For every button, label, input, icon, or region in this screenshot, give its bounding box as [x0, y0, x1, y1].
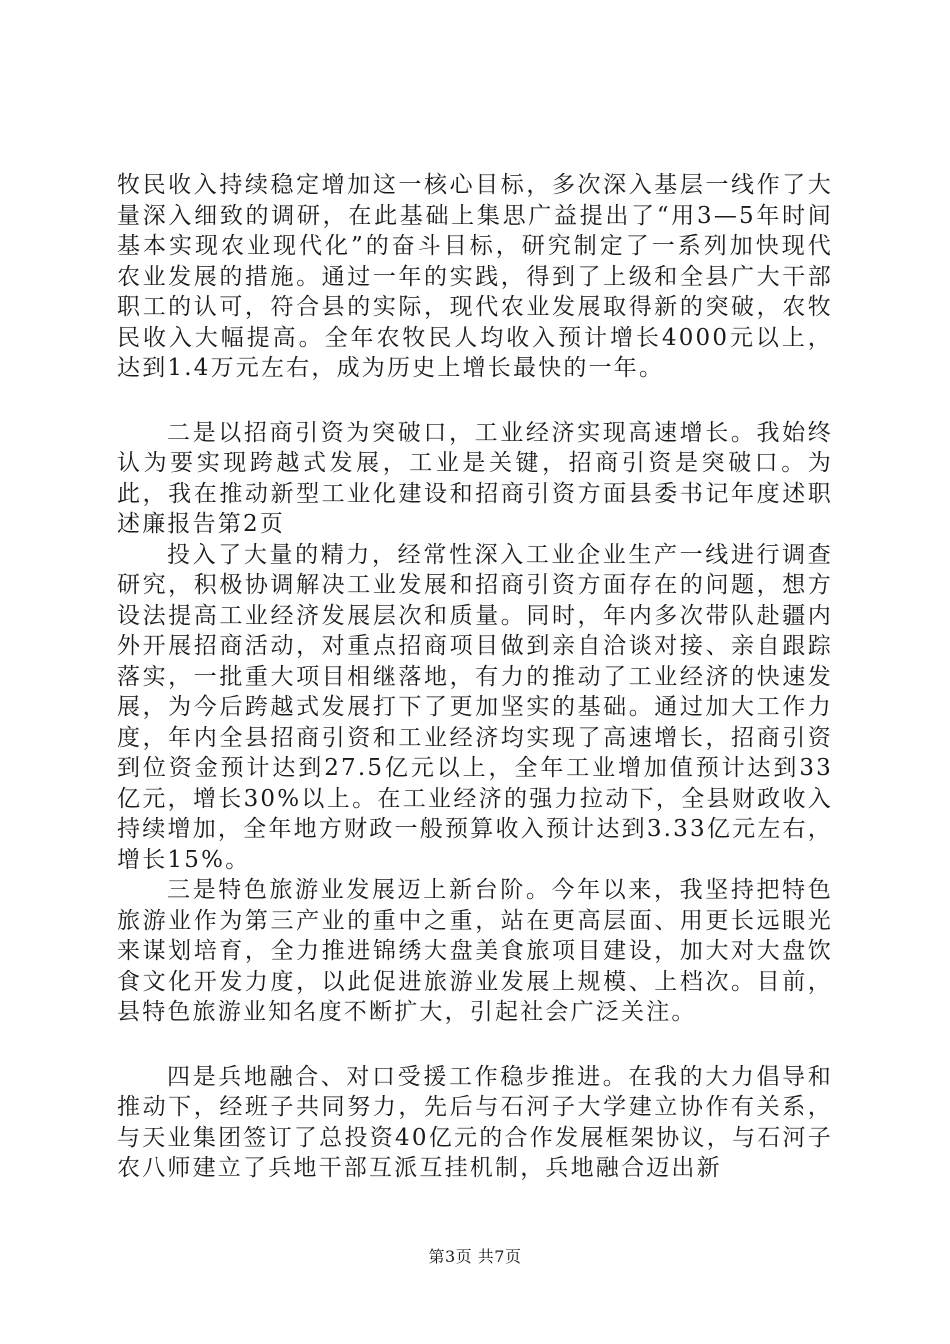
page-footer: 第3页 共7页: [428, 1247, 522, 1266]
paragraph-2: 二是以招商引资为突破口，工业经济实现高速增长。我始终认为要实现跨越式发展，工业是关键，招商引资是突破口。为此，我在推动新型工业化建设和招商引资方面县委书记年度述职述廉报告第2页: [117, 419, 833, 537]
paragraph-4: 三是特色旅游业发展迈上新台阶。今年以来，我坚持把特色旅游业作为第三产业的重中之重，站在更高层面、用更长远眼光来谋划培育，全力推进锦绣大盘美食旅项目建设，加大对大盘饮食文化开发力度，以此促进旅游业发展上规模、上档次。目前，县特色旅游业知名度不断扩大，引起社会广泛关注。: [117, 877, 833, 1025]
document-body: [117, 170, 833, 1184]
paragraph-spacer: [117, 1028, 833, 1062]
paragraph-5: 四是兵地融合、对口受援工作稳步推进。在我的大力倡导和推动下，经班子共同努力，先后与石河子大学建立协作有关系，与天业集团签订了总投资40亿元的合作发展框架协议，与石河子农八师建立了兵地干部互派互挂机制，兵地融合迈出新: [117, 1063, 833, 1181]
paragraph-spacer: [117, 384, 833, 418]
paragraph-1: 牧民收入持续稳定增加这一核心目标，多次深入基层一线作了大量深入细致的调研，在此基础上集思广益提出了“用3—5年时间基本实现农业现代化”的奋斗目标，研究制定了一系列加快现代农业发展的措施。通过一年的实践，得到了上级和全县广大干部职工的认可，符合县的实际，现代农业发展取得新的突破，农牧民收入大幅提高。全年农牧民人均收入预计增长4000元以上，达到1.4万元左右，成为历史上增长最快的一年。: [117, 172, 833, 381]
paragraph-3: 投入了大量的精力，经常性深入工业企业生产一线进行调查研究，积极协调解决工业发展和招商引资方面存在的问题，想方设法提高工业经济发展层次和质量。同时，年内多次带队赴疆内外开展招商活动，对重点招商项目做到亲自洽谈对接、亲自跟踪落实，一批重大项目相继落地，有力的推动了工业经济的快速发展，为今后跨越式发展打下了更加坚实的基础。通过加大工作力度，年内全县招商引资和工业经济均实现了高速增长，招商引资到位资金预计达到27.5亿元以上，全年工业增加值预计达到33亿元，增长30%以上。在工业经济的强力拉动下，全县财政收入持续增加，全年地方财政一般预算收入预计达到3.33亿元左右，增长15%。: [117, 541, 833, 873]
